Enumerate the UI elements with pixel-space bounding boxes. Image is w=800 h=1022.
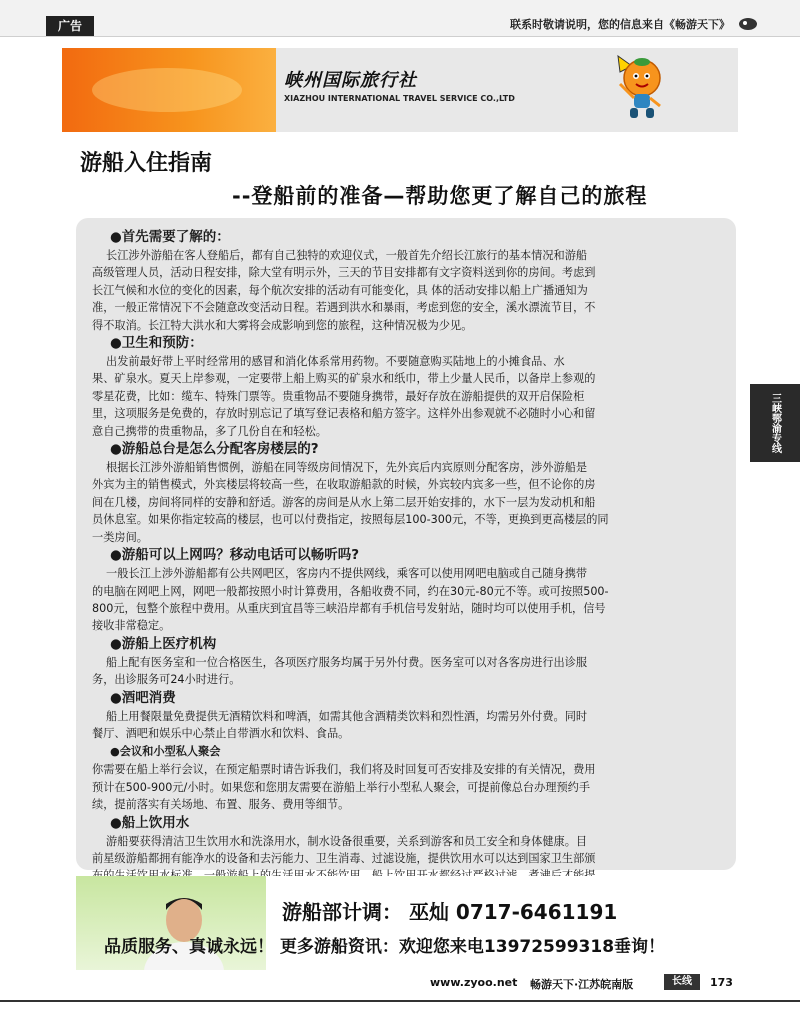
section-heading: ●首先需要了解的： [110, 229, 230, 245]
section-medical [92, 635, 742, 689]
ad-tag: 广告 [46, 16, 94, 36]
footer-magazine: 畅游天下·江苏皖南版 [530, 978, 634, 991]
section-heading: ●游船总台是怎么分配客房楼层的? [110, 441, 319, 458]
section-heading: ●游船上医疗机构 [110, 635, 217, 652]
section-heading: ●游船可以上网吗？移动电话可以畅听吗? [110, 547, 360, 564]
paragraph-line: 接收非常稳定。 [92, 619, 171, 633]
section-first [92, 228, 742, 334]
agency-logo-chinese: 峡州国际旅行社 [284, 70, 417, 91]
paragraph-line: 里，这项服务是免费的，存放时别忘记了填写登记表格和船方签字。这样外出参观就不必随时小心和留 [92, 407, 596, 421]
section-hygiene [92, 334, 742, 440]
paragraph-line: 得不取消。长江特大洪水和大雾将会成影响到您的旅程，这种情况极为少见。 [92, 318, 473, 332]
paragraph-line: 员休息室。如果你指定较高的楼层，也可以付费指定，按照每层100-300元，不等，更换到更高楼层的同 [92, 513, 609, 527]
paragraph-line: 高级管理人员，活动日程安排，除大堂有明示外，三天的节目安排都有文字资料送到你的房间。考虑到 [92, 266, 596, 280]
page-number: 173 [710, 976, 733, 989]
side-section-tab [750, 384, 800, 462]
page-subtitle: --登船前的准备—帮助您更了解自己的旅程 [232, 184, 648, 208]
paragraph-line: 餐厅、酒吧和娱乐中心禁止自带酒水和饮料、食品。 [92, 726, 350, 740]
footer-section-tag: 长线 [664, 974, 700, 990]
paragraph-line: 预计在500-900元/小时。如果您和您朋友需要在游船上举行小型私人聚会，可提前像总台办理预约手 [92, 780, 591, 794]
top-bar [0, 0, 800, 37]
section-meetings [92, 742, 742, 813]
paragraph-line: 续，提前落实有关场地、布置、服务、费用等细节。 [92, 798, 350, 812]
paragraph-line: 准，一般正常情况下不会随意改变活动日程。若遇到洪水和暴雨，考虑到您的安全，溪水漂流节目，不 [92, 301, 596, 315]
section-heading: ●会议和小型私人聚会 [110, 745, 221, 759]
section-bar [92, 689, 742, 743]
section-heading: ●卫生和预防： [110, 335, 203, 352]
paragraph-line: 零星花费，比如：缆车、特殊门票等。贵重物品不要随身携带，最好存放在游船提供的双开启保险柜 [92, 389, 585, 403]
paragraph-line: 长江气候和水位的变化的因素，每个航次安排的活动有可能变化，具 体的活动安排以船上广播通知为 [92, 283, 588, 297]
section-heading: ●酒吧消费 [110, 689, 176, 706]
footer-url: www.zyoo.net [430, 976, 518, 989]
side-tab-label: 三峡鄂渝专线 [769, 393, 781, 453]
paragraph-line: 一类房间。 [92, 530, 148, 544]
banner-graphic [62, 48, 276, 132]
paragraph-line: 果、矿泉水。夏天上岸参观，一定要带上船上购买的矿泉水和纸巾，带上少量人民币，以备岸上参观的 [92, 372, 596, 386]
paragraph-line: 游船要获得清洁卫生饮用水和洗涤用水，制水设备很重要，关系到游客和员工安全和身体健康。目 [106, 834, 588, 848]
magazine-logo-icon [738, 14, 758, 32]
paragraph-line: 外宾为主的销售模式，外宾楼层将较高一些，在收取游船款的时候，外宾较内宾多一些，但不论你的房 [92, 478, 596, 492]
section-internet [92, 546, 742, 635]
paragraph-line: 前星级游船都拥有能净水的设备和去污能力、卫生消毒、过滤设施，提供饮用水可以达到国家卫生部颁 [92, 851, 596, 865]
section-heading: ●船上饮用水 [110, 814, 190, 831]
source-note: 联系时敬请说明，您的信息来自《畅游天下》 [510, 18, 730, 31]
orange-mascot-icon [610, 54, 668, 122]
paragraph-line: 800元，包整个旅程中费用。从重庆到宜昌等三峡沿岸都有手机信号发射站，随时均可以使用手机，信号 [92, 601, 606, 615]
paragraph-line: 一般长江上涉外游船都有公共网吧区，客房内不提供网线，乘客可以使用网吧电脑或自己随身携带 [106, 567, 588, 581]
promo-slogan: 品质服务、真诚永远！ 更多游船资讯：欢迎您来电13972599318垂询！ [104, 937, 666, 957]
agency-logo-english: XIAZHOU INTERNATIONAL TRAVEL SERVICE CO.,LTD [284, 94, 515, 103]
paragraph-line: 船上用餐限量免费提供无酒精饮料和啤酒，如需其他含酒精类饮料和烈性酒，均需另外付费。同时 [106, 709, 588, 723]
footer-divider [0, 1000, 800, 1002]
paragraph-line: 出发前最好带上平时经常用的感冒和消化体系常用药物。不要随意购买陆地上的小摊食品、水 [106, 355, 565, 369]
section-room-allocation [92, 440, 742, 546]
paragraph-line: 的电脑在网吧上网，网吧一般都按照小时计算费用，各船收费不同，约在30元-80元不等。或可按照500- [92, 584, 609, 598]
paragraph-line: 长江涉外游船在客人登船后，都有自己独特的欢迎仪式，一般首先介绍长江旅行的基本情况和游船 [106, 249, 588, 262]
paragraph-line: 根据长江涉外游船销售惯例，游船在同等级房间情况下，先外宾后内宾原则分配客房，涉外游船是 [106, 461, 588, 475]
paragraph-line: 你需要在船上举行会议，在预定船票时请告诉我们，我们将及时回复可否安排及安排的有关情况，费用 [92, 763, 596, 777]
paragraph-line: 船上配有医务室和一位合格医生，各项医疗服务均属于另外付费。医务室可以对各客房进行出诊服 [106, 655, 588, 669]
paragraph-line: 间在几楼，房间将同样的安静和舒适。游客的房间是从水上第二层开始安排的，水下一层为发动机和船 [92, 495, 596, 509]
paragraph-line: 意自己携带的贵重物品，多了几份自在和轻松。 [92, 424, 327, 438]
paragraph-line: 务，出诊服务可24小时进行。 [92, 673, 241, 687]
article-body [92, 228, 742, 902]
cruise-contact: 游船部计调： 巫灿 0717-6461191 [282, 900, 618, 924]
page-title: 游船入住指南 [80, 151, 213, 176]
